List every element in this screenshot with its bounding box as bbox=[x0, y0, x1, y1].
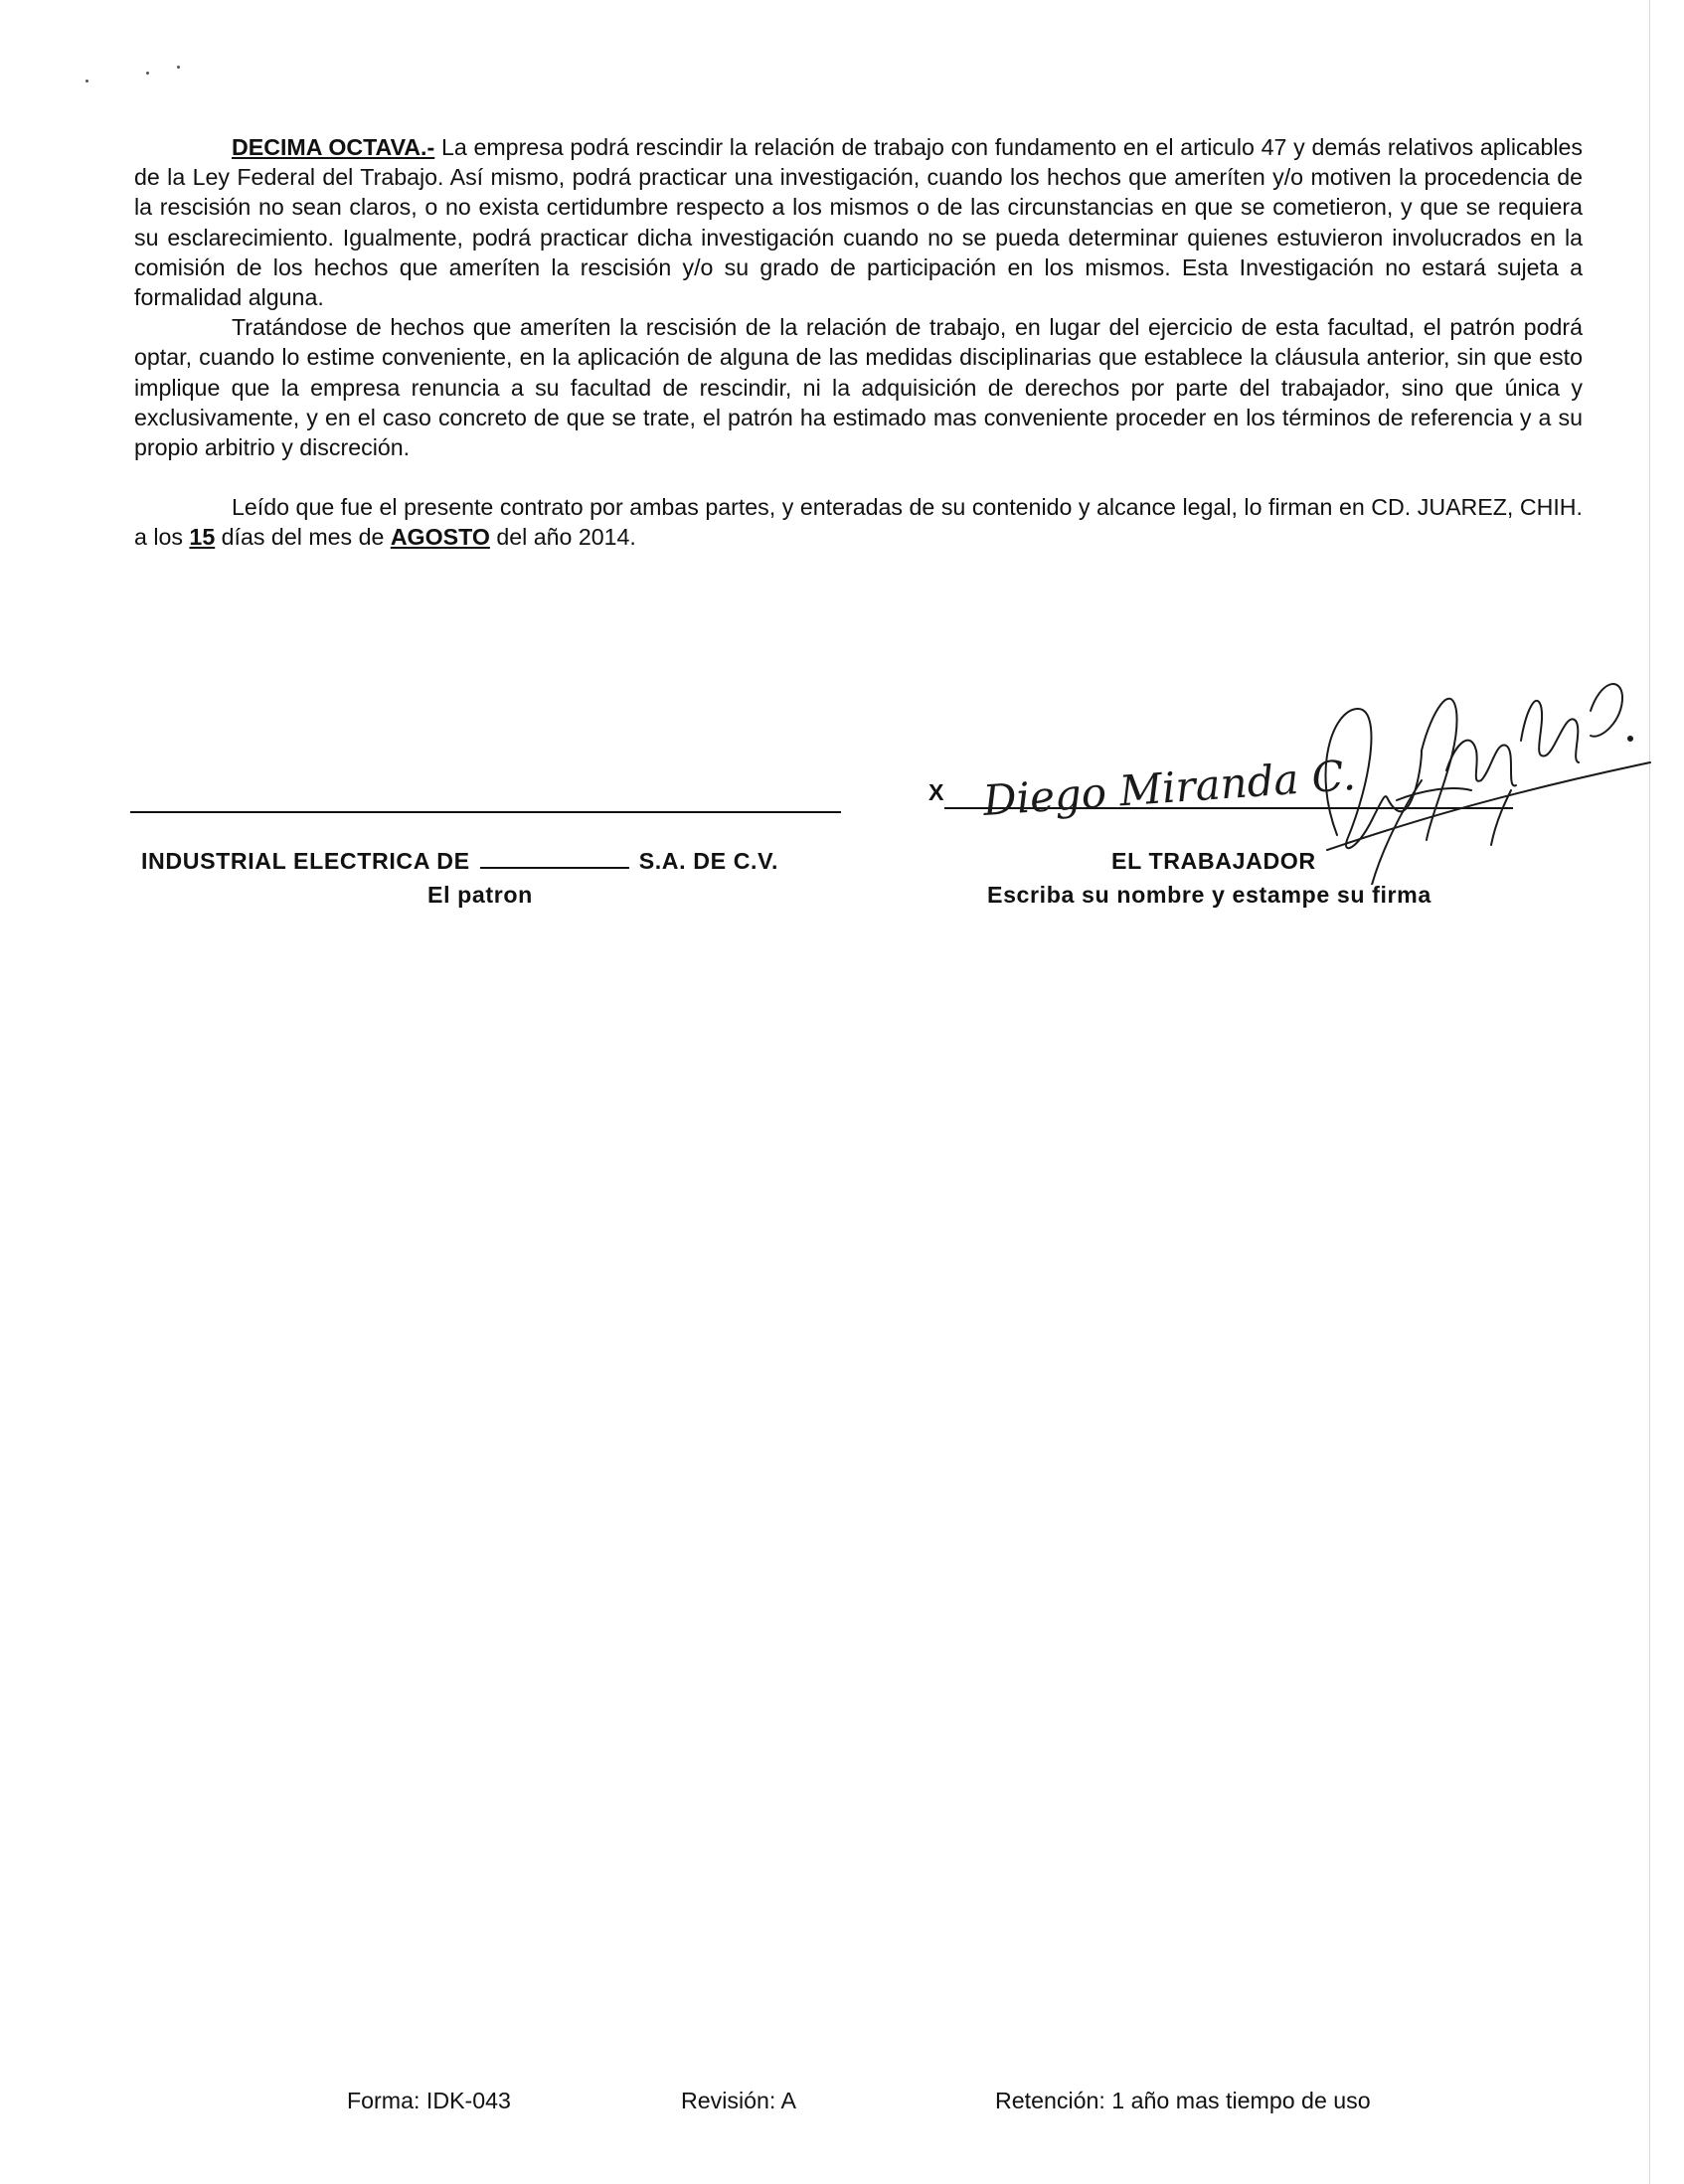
footer-form-code: Forma: IDK-043 bbox=[347, 2088, 511, 2113]
scan-speck bbox=[146, 72, 149, 75]
closing-paragraph bbox=[134, 492, 1583, 552]
closing-day: 15 bbox=[189, 524, 216, 551]
clause-paragraph-1 bbox=[134, 132, 1583, 312]
worker-sign-mark: X bbox=[928, 779, 944, 805]
clause-paragraph-2: Tratándose de hechos que ameríten la rescisión de la relación de trabajo, en lugar del ejercicio de esta facultad, el patrón podrá optar, cuando lo estime conveniente, en la aplicación de alguna de las medidas disciplinarias que establece la cláusula anterior, sin que esto implique que la empresa renuncia a su facultad de rescindir, ni la adquisición de derechos por parte del trabajador, sino que única y exclusivamente, y en el caso concreto de que se trate, el patrón ha estimado mas conveniente proceder en los términos de referencia y a su propio arbitrio y discreción. bbox=[134, 314, 1583, 461]
contract-body bbox=[134, 132, 1583, 553]
company-blank-field bbox=[480, 866, 629, 869]
patron-label: El patron bbox=[427, 882, 533, 908]
closing-text-c: del año 2014. bbox=[489, 524, 636, 551]
closing-month: AGOSTO bbox=[390, 524, 490, 551]
handwritten-name: Diego Miranda C. bbox=[981, 750, 1358, 825]
page-edge bbox=[1649, 0, 1650, 2184]
closing-text-b: días del mes de bbox=[215, 524, 391, 551]
patron-company bbox=[141, 848, 778, 875]
worker-instruction: Escriba su nombre y estampe su firma bbox=[987, 882, 1431, 908]
clause-text-1: La empresa podrá rescindir la relación de trabajo con fundamento en el articulo 47 y demás relativos aplicables de la Ley Federal del Trabajo. Así mismo, podrá practicar una investigación, cuando los hechos que ameríten y/o motiven la procedencia de la rescisión no sean claros, o no exista certidumbre respecto a los mismos o de las circunstancias en que se cometieron, y que se requiera su esclarecimiento. Igualmente, podrá practicar dicha investigación cuando no se pueda determinar quienes estuvieron involucrados en la comisión de los hechos que ameríten la rescisión y/o su grado de participación en los mismos. Esta Investigación no estará sujeta a formalidad alguna. bbox=[134, 134, 1583, 311]
scan-speck bbox=[177, 66, 180, 69]
closing-text-a: Leído que fue el presente contrato por ambas partes, y enteradas de su contenido y alcance legal, lo firman en CD. JUAREZ, CHIH. a los bbox=[134, 494, 1583, 551]
clause-title: DECIMA OCTAVA.- bbox=[232, 134, 435, 160]
footer-retention: Retención: 1 año mas tiempo de uso bbox=[995, 2088, 1371, 2113]
footer-revision: Revisión: A bbox=[681, 2088, 796, 2113]
scan-speck bbox=[85, 80, 88, 83]
patron-signature-line bbox=[130, 811, 841, 813]
patron-company-suffix: S.A. DE C.V. bbox=[638, 848, 779, 874]
worker-label: EL TRABAJADOR bbox=[1111, 848, 1316, 874]
patron-company-prefix: INDUSTRIAL ELECTRICA DE bbox=[141, 848, 470, 874]
